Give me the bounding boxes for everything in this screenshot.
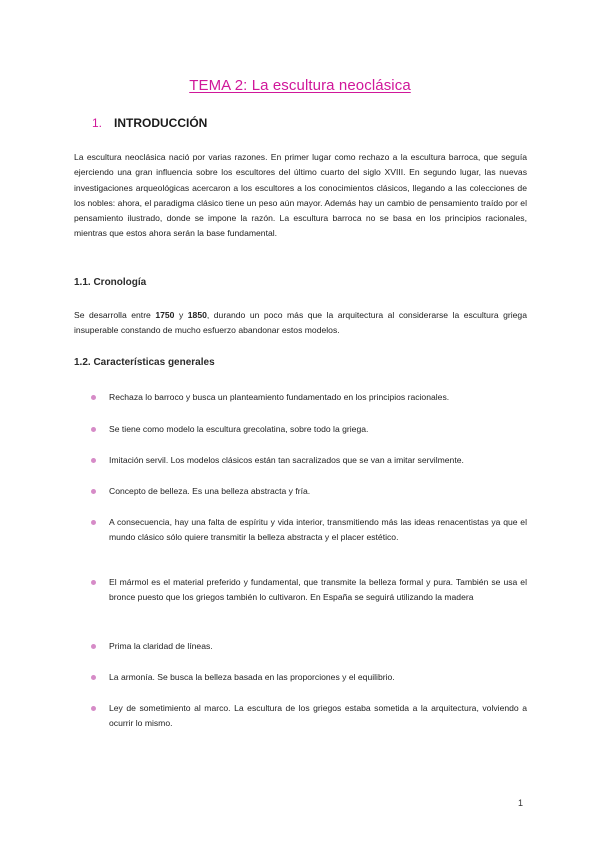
list-item-text: Concepto de belleza. Es una belleza abstracta y fría. [109,486,311,496]
list-item [92,422,527,437]
list-item-text: Imitación servil. Los modelos clásicos están tan sacralizados que se van a imitar servilmente. [109,455,464,465]
bullet-icon [91,489,96,494]
list-item-text: Rechaza lo barroco y busca un planteamiento fundamentado en los principios racionales. [109,392,450,402]
section-heading-introduccion [92,116,207,130]
list-item [92,670,527,685]
list-item [92,515,527,546]
list-item [92,453,527,468]
document-title: TEMA 2: La escultura neoclásica [189,77,411,94]
cronologia-text-mid: y [174,310,188,320]
list-item-text: A consecuencia, hay una falta de espíritu y vida interior, transmitiendo más las ideas renacentistas ya que el mundo clásico sólo quiere transmitir la belleza abstracta y el placer estético. [109,517,527,543]
list-item [92,390,527,405]
bullet-icon [91,706,96,711]
caracteristicas-heading: 1.2. Características generales [74,357,215,368]
section-heading-text: INTRODUCCIÓN [114,116,208,130]
list-item-text: La armonía. Se busca la belleza basada en las proporciones y el equilibrio. [109,672,395,682]
year-start: 1750 [155,310,175,320]
list-item-text: Ley de sometimiento al marco. La escultura de los griegos estaba sometida a la arquitectura, volviendo a ocurrir lo mismo. [109,703,527,729]
bullet-icon [91,520,96,525]
cronologia-heading: 1.1. Cronología [74,277,147,288]
intro-paragraph: La escultura neoclásica nació por varias razones. En primer lugar como rechazo a la escultura barroca, que seguía ejerciendo una gran influencia sobre los escultores del último cuarto del siglo XVIII. En segundo lugar, las nuevas investigaciones arqueológicas acercaron a los escultores a los conocimientos clásicos, llegando a las colecciones de los nobles: ahora, el paradigma clásico tiene un peso aún mayor. Además hay un cambio de pensamiento traído por el pensamiento ilustrado, donde se impone la razón. La escultura barroca no se basa en los principios racionales, mientras que estos ahora serán la base fundamental. [74,152,527,239]
bullet-icon [91,580,96,585]
year-end: 1850 [187,310,207,320]
bullet-icon [91,458,96,463]
list-item-text: El mármol es el material preferido y fundamental, que transmite la belleza formal y pura. También se usa el bronce puesto que los griegos también lo cultivaron. En España se seguirá utilizando la madera [109,577,527,603]
list-item [92,484,527,499]
cronologia-text-before: Se desarrolla entre [74,310,156,320]
cronologia-paragraph [74,308,527,339]
section-number: 1. [92,116,103,130]
list-item [92,575,527,606]
page-number: 1 [518,798,524,808]
bullet-icon [91,427,96,432]
cronologia-text-after: , durando un poco más que la arquitectura al considerarse la escultura griega insuperable constando de mucho esfuerzo abandonar estos modelos. [74,310,527,336]
bullet-icon [91,644,96,649]
list-item-text: Se tiene como modelo la escultura grecolatina, sobre todo la griega. [109,424,369,434]
list-item [92,639,527,654]
list-item-text: Prima la claridad de líneas. [109,641,213,651]
bullet-icon [91,395,96,400]
bullet-icon [91,675,96,680]
list-item [92,701,527,732]
